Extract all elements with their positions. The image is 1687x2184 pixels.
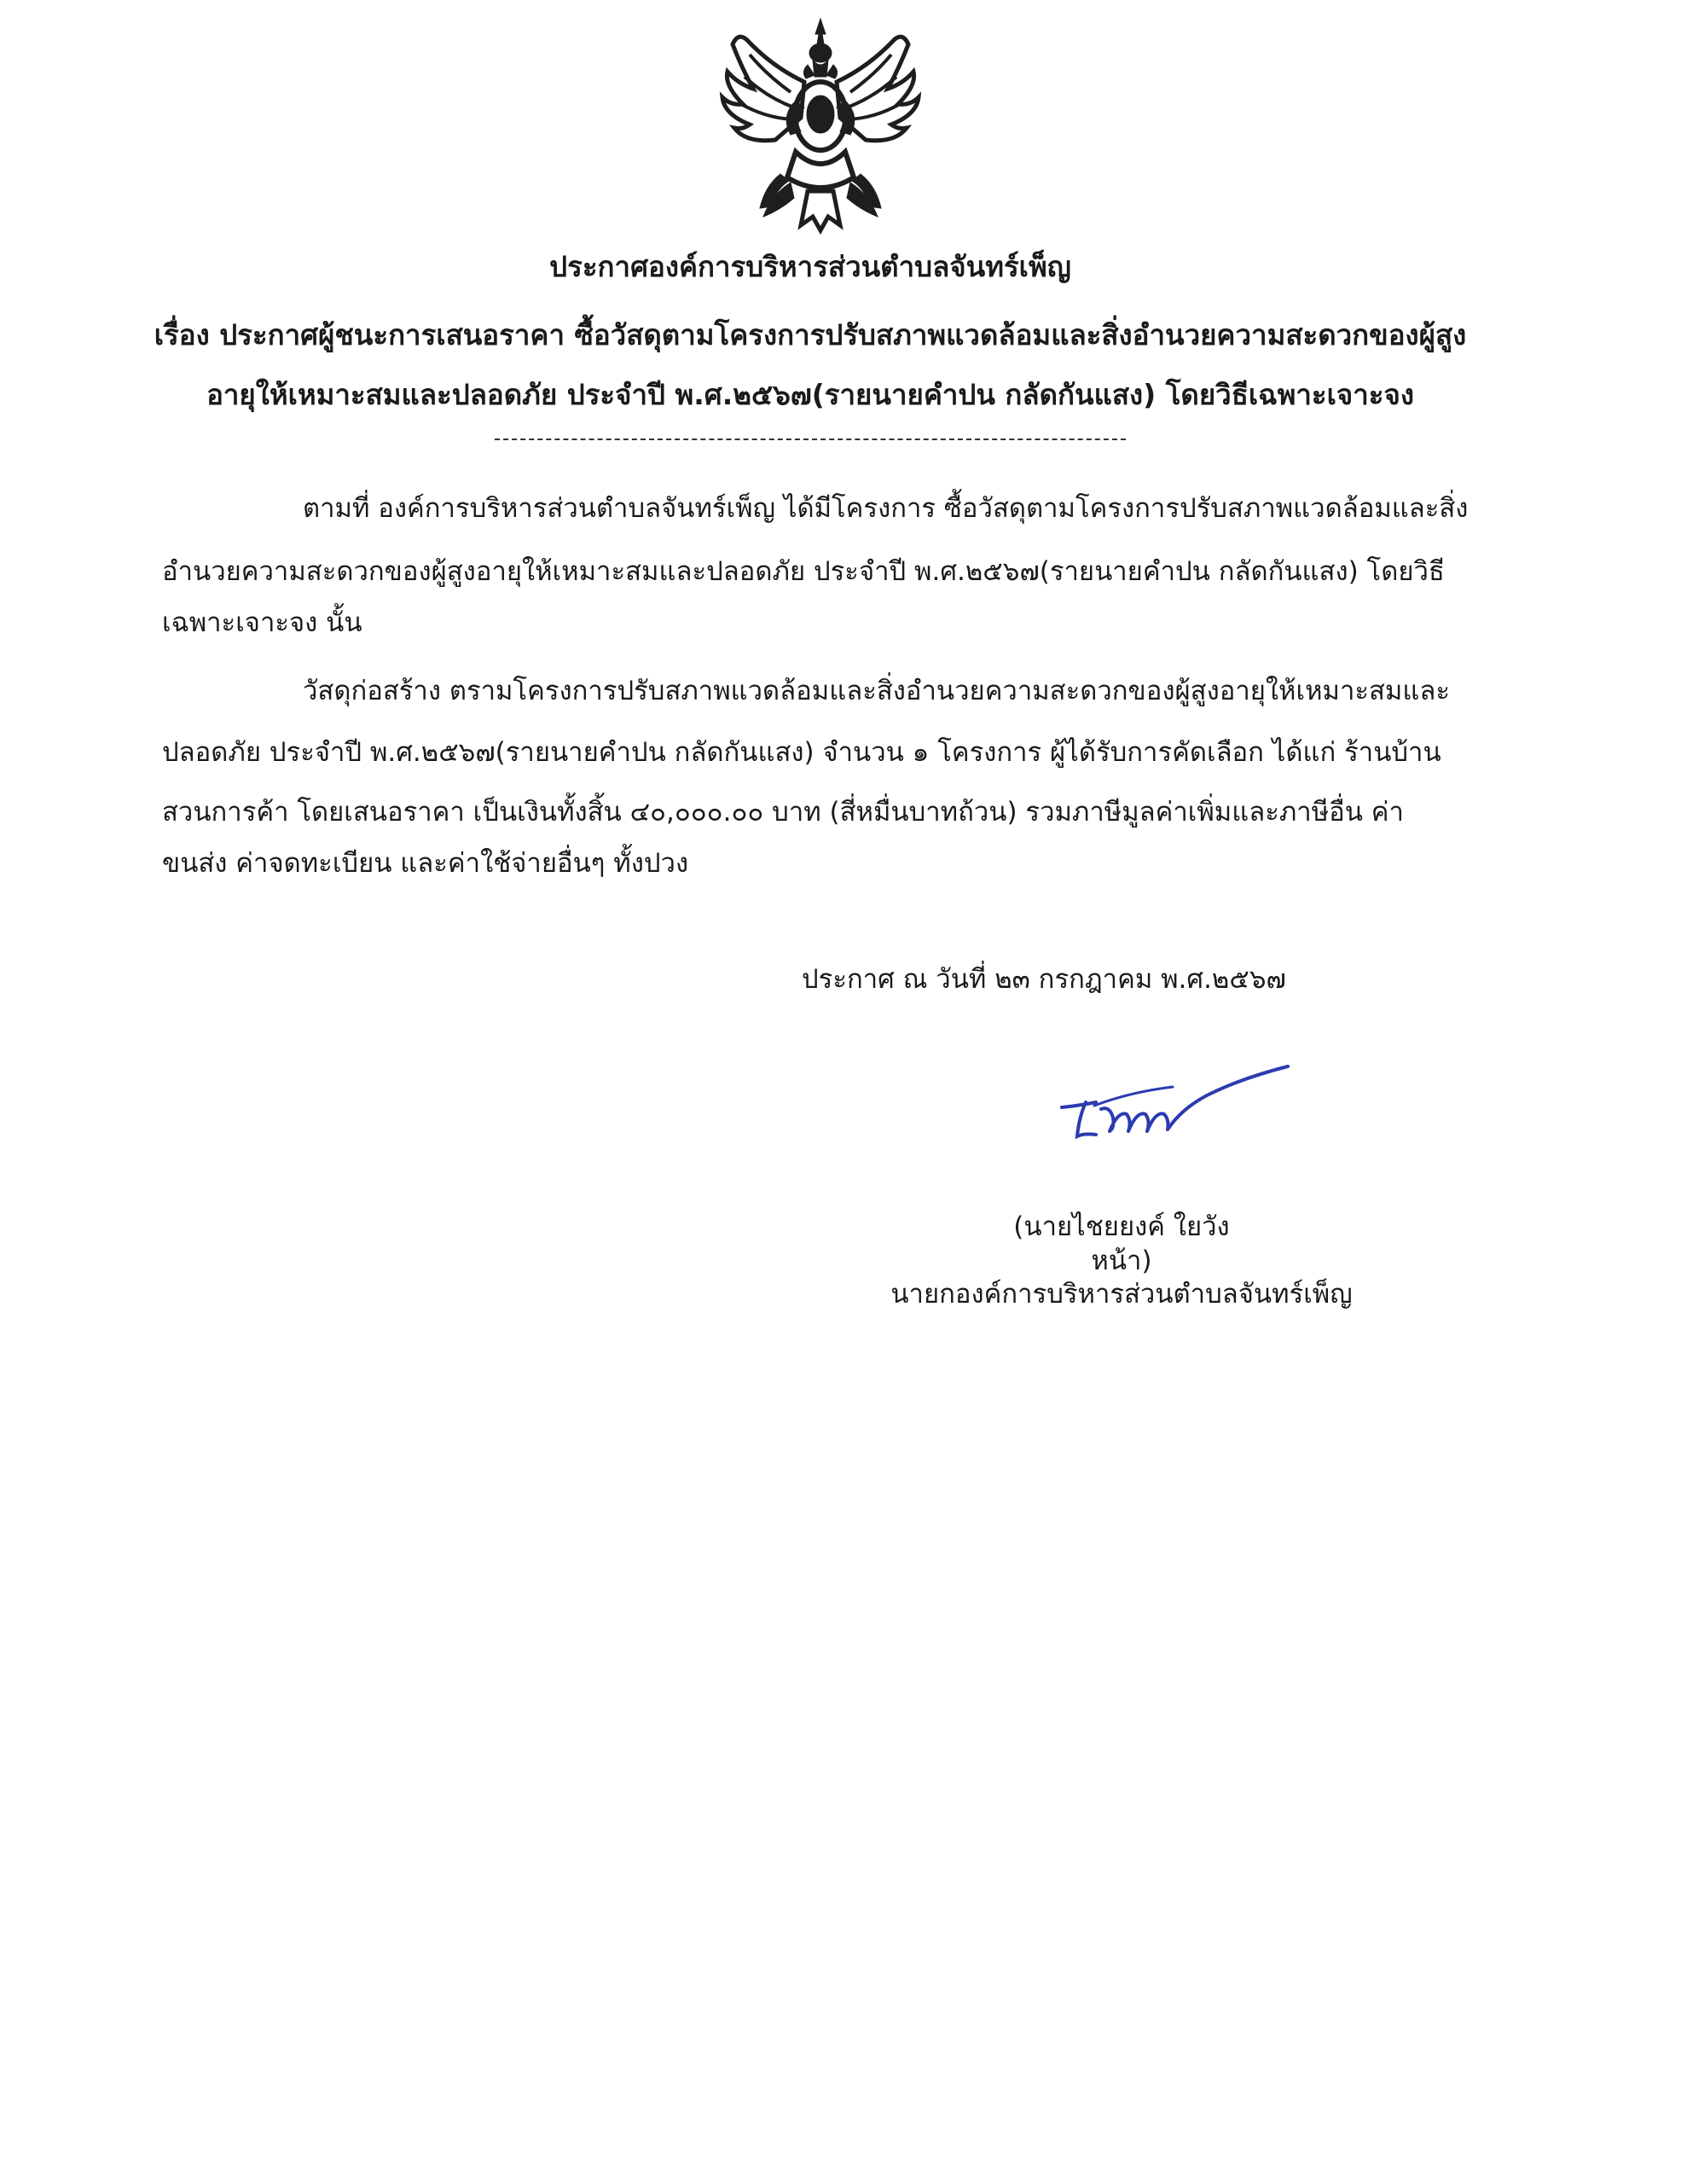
paragraph-line: อำนวยความสะดวกของผู้สูงอายุให้เหมาะสมและปลอดภัย ประจำปี พ.ศ.๒๕๖๗(รายนายคำปน กลัดกันแสง) โดยวิธี [162,556,1445,587]
paragraph-line: ตามที่ องค์การบริหารส่วนตำบลจันทร์เพ็ญ ได้มีโครงการ ซื้อวัสดุตามโครงการปรับสภาพแวดล้อมและสิ่ง [303,493,1469,524]
title-separator [495,439,1126,440]
paragraph-line: เฉพาะเจาะจง นั้น [162,607,362,638]
signature-icon [1045,1058,1301,1160]
paragraph-line: วัสดุก่อสร้าง ตรามโครงการปรับสภาพแวดล้อมและสิ่งอำนวยความสะดวกของผู้สูงอายุให้เหมาะสมและ [303,676,1450,706]
paragraph-line: ขนส่ง ค่าจดทะเบียน และค่าใช้จ่ายอื่นๆ ทั้งปวง [162,848,689,879]
paragraph-line: สวนการค้า โดยเสนอราคา เป็นเงินทั้งสิ้น ๔๐,๐๐๐.๐๐ บาท (สี่หมื่นบาทถ้วน) รวมภาษีมูลค่าเพิ่มและภาษีอื่น ค่า [162,797,1404,828]
signer-name: (นายไชยยงค์ ใยวังหน้า) [1013,1211,1230,1276]
announcement-title: ประกาศองค์การบริหารส่วนตำบลจันทร์เพ็ญ [549,250,1071,283]
paragraph-line: ปลอดภัย ประจำปี พ.ศ.๒๕๖๗(รายนายคำปน กลัดกันแสง) จำนวน ๑ โครงการ ผู้ได้รับการคัดเลือก ได้แก่ ร้านบ้าน [162,737,1441,768]
subject-line-1: เรื่อง ประกาศผู้ชนะการเสนอราคา ซื้อวัสดุตามโครงการปรับสภาพแวดล้อมและสิ่งอำนวยความสะดวกของผู้สูง [154,318,1467,351]
garuda-emblem-icon [712,15,930,241]
signer-position: นายกองค์การบริหารส่วนตำบลจันทร์เพ็ญ [890,1279,1353,1310]
declaration-date: ประกาศ ณ วันที่ ๒๓ กรกฎาคม พ.ศ.๒๕๖๗ [802,964,1286,995]
subject-line-2: อายุให้เหมาะสมและปลอดภัย ประจำปี พ.ศ.๒๕๖๗(รายนายคำปน กลัดกันแสง) โดยวิธีเฉพาะเจาะจง [206,378,1414,411]
